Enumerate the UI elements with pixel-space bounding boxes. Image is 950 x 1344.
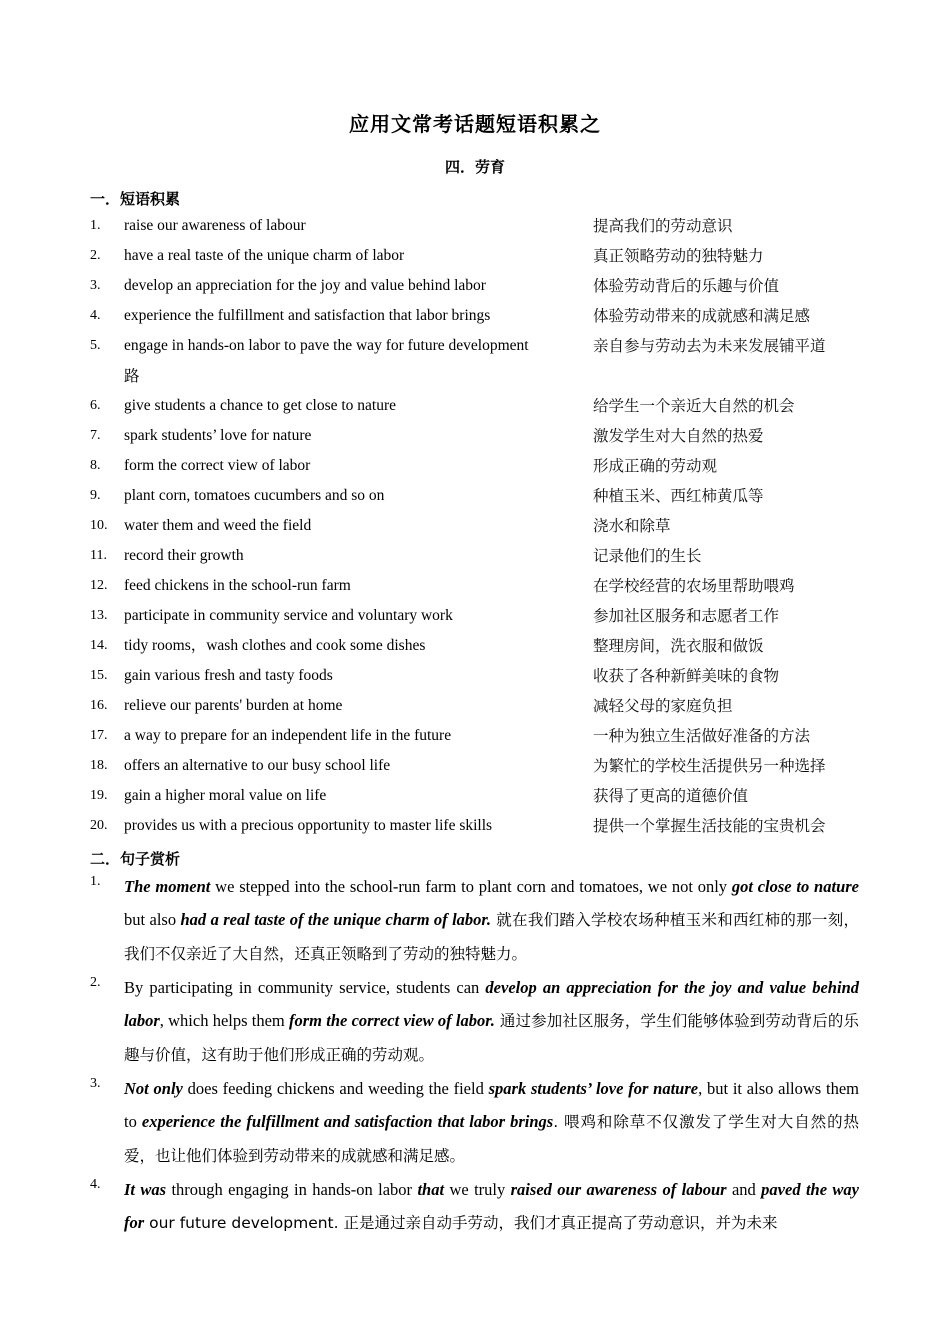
phrase-english	[124, 721, 574, 751]
phrase-chinese: 浇水和除草	[593, 517, 671, 535]
sentence-fragment: but also	[124, 910, 181, 929]
phrase-english	[124, 241, 574, 271]
phrase-number: 17.	[90, 728, 108, 743]
phrase-row	[0, 751, 950, 781]
phrase-english-continuation: 路	[124, 367, 140, 385]
phrase-english	[124, 811, 574, 841]
phrase-row	[0, 481, 950, 511]
highlighted-phrase: paved the way for	[124, 1180, 860, 1232]
phrase-chinese: 形成正确的劳动观	[593, 457, 718, 475]
phrase-chinese: 在学校经营的农场里帮助喂鸡	[593, 577, 795, 595]
phrase-chinese: 体验劳动带来的成就感和满足感	[593, 307, 811, 325]
phrase-english	[124, 331, 574, 391]
phrase-english	[124, 271, 574, 301]
highlighted-phrase: that	[417, 1180, 445, 1199]
phrase-english-line: form the correct view of labor	[124, 457, 311, 474]
phrase-english-line: engage in hands-on labor to pave the way for future development	[124, 337, 529, 354]
highlighted-phrase: form the correct view of labor.	[289, 1011, 495, 1030]
phrase-english-line: feed chickens in the school-run farm	[124, 577, 351, 594]
section-heading-sentences: 二．句子赏析	[90, 850, 181, 868]
sentence-fragment: and	[726, 1180, 762, 1199]
sentence-text	[124, 971, 859, 1072]
highlighted-phrase: It was	[124, 1180, 167, 1199]
highlighted-phrase: The moment	[124, 877, 211, 896]
phrase-row	[0, 631, 950, 661]
phrase-chinese: 提供一个掌握生活技能的宝贵机会	[593, 817, 826, 835]
phrase-row	[0, 571, 950, 601]
phrase-english	[124, 301, 574, 331]
sentence-fragment: does feeding chickens and weeding the field	[182, 1079, 489, 1098]
sentence-fragment: through engaging in hands-on labor	[166, 1180, 418, 1199]
section-heading-phrases: 一．短语积累	[90, 190, 181, 208]
phrase-english	[124, 211, 574, 241]
highlighted-phrase: Not only	[124, 1079, 183, 1098]
phrase-chinese: 整理房间，洗衣服和做饭	[593, 637, 764, 655]
phrase-english	[124, 541, 574, 571]
phrase-chinese: 体验劳动背后的乐趣与价值	[593, 277, 780, 295]
phrase-english-line: record their growth	[124, 547, 244, 564]
phrase-english	[124, 751, 574, 781]
phrase-english	[124, 781, 574, 811]
phrase-chinese: 真正领略劳动的独特魅力	[593, 247, 764, 265]
phrase-chinese: 收获了各种新鲜美味的食物	[593, 667, 780, 685]
sentence-number: 1.	[90, 874, 101, 889]
phrase-number: 7.	[90, 428, 101, 443]
sentence-fragment: 就在我们踏入学校农场种植玉米和西红柿的那一刻，我们不仅亲近了大自然，还真正领略到了劳动的独特魅力。	[124, 911, 859, 963]
highlighted-phrase: got close to nature	[731, 877, 859, 896]
phrase-english-line: participate in community service and voluntary work	[124, 607, 453, 624]
phrase-number: 20.	[90, 818, 108, 833]
phrase-chinese: 一种为独立生活做好准备的方法	[593, 727, 811, 745]
phrase-number: 10.	[90, 518, 108, 533]
phrase-english-line: spark students’ love for nature	[124, 427, 312, 444]
page-subtitle: 四．劳育	[444, 158, 505, 176]
phrase-english-line: plant corn, tomatoes cucumbers and so on	[124, 487, 385, 504]
highlighted-phrase: raised our awareness of labour	[510, 1180, 727, 1199]
phrase-number: 3.	[90, 278, 101, 293]
sentence-item	[0, 971, 950, 1072]
phrase-row	[0, 691, 950, 721]
sentence-fragment: we truly	[444, 1180, 511, 1199]
highlighted-phrase: spark students’ love for nature	[488, 1079, 699, 1098]
phrase-chinese: 给学生一个亲近大自然的机会	[593, 397, 795, 415]
phrase-row	[0, 211, 950, 241]
phrase-row	[0, 391, 950, 421]
highlighted-phrase: had a real taste of the unique charm of labor.	[180, 910, 492, 929]
phrase-english-line: water them and weed the field	[124, 517, 312, 534]
phrase-row	[0, 811, 950, 841]
phrase-chinese: 种植玉米、西红柿黄瓜等	[593, 487, 764, 505]
phrase-number: 1.	[90, 218, 101, 233]
phrase-number: 12.	[90, 578, 108, 593]
phrase-number: 4.	[90, 308, 101, 323]
phrase-english-line: experience the fulfillment and satisfaction that labor brings	[124, 307, 491, 324]
phrase-number: 19.	[90, 788, 108, 803]
phrase-row	[0, 721, 950, 751]
phrase-chinese: 参加社区服务和志愿者工作	[593, 607, 780, 625]
phrase-list	[0, 211, 950, 841]
page-title: 应用文常考话题短语积累之	[349, 112, 601, 136]
sentence-number: 4.	[90, 1177, 101, 1192]
phrase-row	[0, 301, 950, 331]
phrase-number: 11.	[90, 548, 107, 563]
sentence-text	[124, 1072, 859, 1173]
sentence-fragment: , but it also allows them to	[124, 1079, 859, 1131]
phrase-english-line: gain various fresh and tasty foods	[124, 667, 333, 684]
phrase-row	[0, 541, 950, 571]
phrase-chinese: 记录他们的生长	[593, 547, 702, 565]
phrase-row	[0, 661, 950, 691]
phrase-row	[0, 271, 950, 301]
phrase-chinese: 为繁忙的学校生活提供另一种选择	[593, 757, 826, 775]
phrase-number: 16.	[90, 698, 108, 713]
phrase-english-line: offers an alternative to our busy school life	[124, 757, 391, 774]
phrase-english-line: develop an appreciation for the joy and value behind labor	[124, 277, 486, 294]
phrase-row	[0, 331, 950, 391]
phrase-english-line: gain a higher moral value on life	[124, 787, 327, 804]
sentence-item	[0, 870, 950, 971]
phrase-english-line: a way to prepare for an independent life in the future	[124, 727, 452, 744]
phrase-number: 15.	[90, 668, 108, 683]
phrase-number: 8.	[90, 458, 101, 473]
phrase-row	[0, 451, 950, 481]
phrase-number: 14.	[90, 638, 108, 653]
sentence-item	[0, 1072, 950, 1173]
highlighted-phrase: develop an appreciation for the joy and value behind labor	[124, 978, 859, 1030]
highlighted-phrase: experience the fulfillment and satisfaction that labor brings	[141, 1112, 554, 1131]
phrase-english	[124, 571, 574, 601]
phrase-chinese: 激发学生对大自然的热爱	[593, 427, 764, 445]
sentence-fragment: By participating in community service, students can	[124, 978, 486, 997]
phrase-row	[0, 511, 950, 541]
phrase-row	[0, 241, 950, 271]
sentence-item	[0, 1173, 950, 1240]
phrase-row	[0, 421, 950, 451]
phrase-english-line: raise our awareness of labour	[124, 217, 306, 234]
sentence-list	[0, 870, 950, 1240]
sentence-text	[124, 870, 859, 971]
phrase-chinese: 提高我们的劳动意识	[593, 217, 733, 235]
phrase-english	[124, 661, 574, 691]
phrase-number: 2.	[90, 248, 101, 263]
sentence-fragment: 通过参加社区服务，学生们能够体验到劳动背后的乐趣与价值，这有助于他们形成正确的劳动观。	[124, 1012, 859, 1064]
phrase-english	[124, 481, 574, 511]
sentence-fragment: our future development. 正是通过亲自动手劳动，我们才真正提高了劳动意识，并为未来	[144, 1214, 778, 1232]
phrase-chinese: 亲自参与劳动去为未来发展铺平道	[593, 337, 826, 355]
sentence-fragment: , which helps them	[159, 1011, 289, 1030]
phrase-number: 13.	[90, 608, 108, 623]
phrase-chinese: 减轻父母的家庭负担	[593, 697, 733, 715]
sentence-number: 2.	[90, 975, 101, 990]
phrase-english-line: have a real taste of the unique charm of labor	[124, 247, 405, 264]
phrase-english	[124, 511, 574, 541]
phrase-english	[124, 601, 574, 631]
phrase-english	[124, 391, 574, 421]
phrase-english	[124, 631, 574, 661]
phrase-row	[0, 601, 950, 631]
phrase-chinese: 获得了更高的道德价值	[593, 787, 749, 805]
phrase-english	[124, 421, 574, 451]
phrase-number: 5.	[90, 338, 101, 353]
phrase-english	[124, 451, 574, 481]
phrase-english	[124, 691, 574, 721]
phrase-english-line: relieve our parents' burden at home	[124, 697, 343, 714]
phrase-number: 9.	[90, 488, 101, 503]
phrase-row	[0, 781, 950, 811]
sentence-text	[124, 1173, 859, 1240]
phrase-english-line: tidy rooms，wash clothes and cook some dishes	[124, 637, 426, 654]
sentence-fragment: . 喂鸡和除草不仅激发了学生对大自然的热爱，也让他们体验到劳动带来的成就感和满足感。	[124, 1113, 860, 1165]
sentence-number: 3.	[90, 1076, 101, 1091]
sentence-fragment: we stepped into the school-run farm to plant corn and tomatoes, we not only	[210, 877, 732, 896]
phrase-number: 18.	[90, 758, 108, 773]
phrase-english-line: give students a chance to get close to nature	[124, 397, 397, 414]
phrase-english-line: provides us with a precious opportunity to master life skills	[124, 817, 493, 834]
phrase-number: 6.	[90, 398, 101, 413]
